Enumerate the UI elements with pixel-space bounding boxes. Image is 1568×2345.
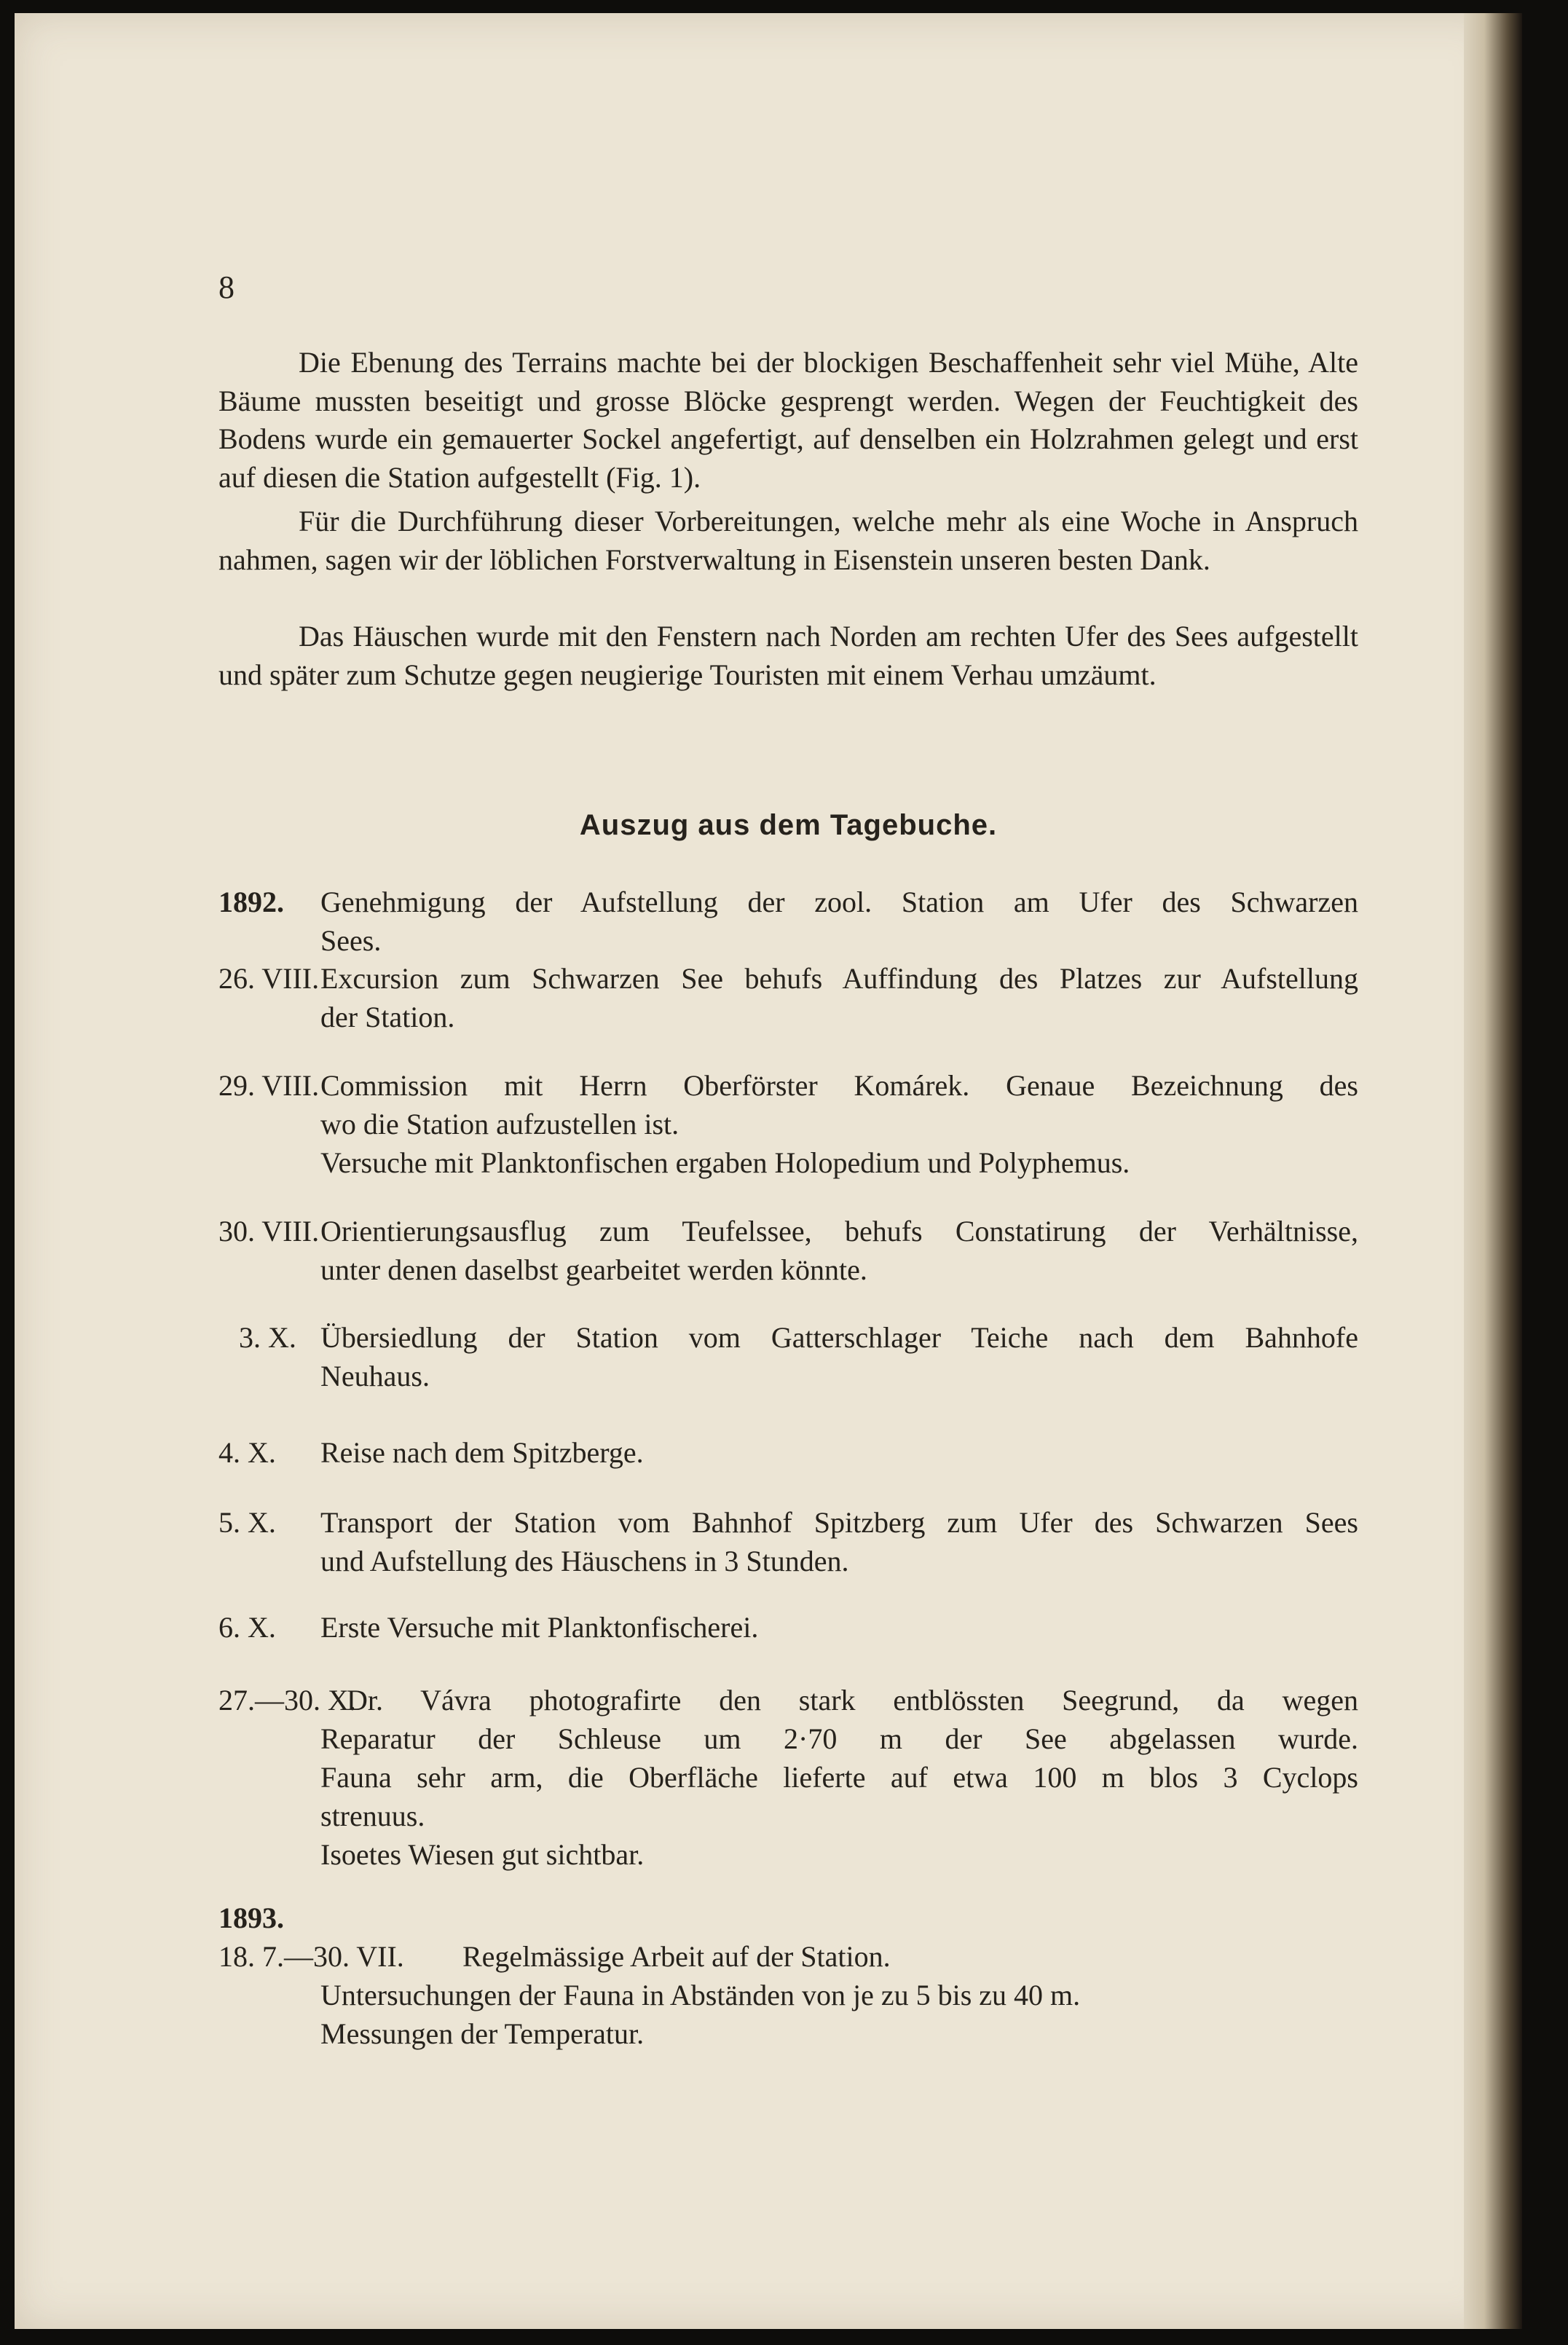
entry-line: Excursion zum Schwarzen See behufs Auffindung des Platzes zur Aufstellung [320,962,1358,995]
diary-entry [218,1212,1358,1289]
entry-line: Isoetes Wiesen gut sichtbar. [320,1838,645,1871]
paragraph-thanks: Für die Durchführung dieser Vorbereitungen, welche mehr als eine Woche in Anspruch nahmen, sagen wir der löblichen Forstverwaltung in Eisenstein unseren besten Dank. [218,505,1358,576]
book-gutter [1464,13,1522,2329]
entry-line: Reise nach dem Spitzberge. [320,1436,644,1469]
entry-line: Messungen der Temperatur. [320,2017,645,2050]
page-number: 8 [218,269,235,305]
entry-line: strenuus. [320,1800,425,1832]
diary-entry [218,1066,1358,1182]
entry-line: und Aufstellung des Häuschens in 3 Stunden. [320,1545,849,1577]
entry-date: 30. VIII. [218,1215,320,1248]
entry-line: Dr. Vávra photografirte den stark entblössten Seegrund, da wegen [347,1684,1358,1717]
entry-line: Untersuchungen der Fauna in Abständen von je zu 5 bis zu 40 m. [320,1979,1081,2011]
entry-date: 6. X. [218,1611,276,1644]
entry-date: 29. VIII. [218,1069,320,1102]
entry-line: Genehmigung der Aufstellung der zool. Station am Ufer des Schwarzen [320,886,1358,918]
entry-line: Fauna sehr arm, die Oberfläche lieferte auf etwa 100 m blos 3 Cyclops [320,1761,1358,1794]
section-heading: Auszug aus dem Tagebuche. [579,809,998,841]
diary-entry [218,1608,1358,1647]
entry-date: 4. X. [218,1436,276,1469]
paragraph-terrain: Die Ebenung des Terrains machte bei der blockigen Beschaffenheit sehr viel Mühe, Alte Bäume mussten beseitigt und grosse Blöcke gesprengt werden. Wegen der Feuchtigkeit des Bodens wurde ein gemauerter Sockel angefertigt, auf denselben ein Holzrahmen gelegt und erst auf diesen die Station aufgestellt (Fig. 1). [218,346,1358,494]
entry-line: Transport der Station vom Bahnhof Spitzberg zum Ufer des Schwarzen Sees [320,1506,1358,1539]
entry-date: 18. 7.—30. VII. [218,1940,404,1973]
diary-entry [218,1937,1358,2053]
entry-line: Sees. [320,924,382,957]
entry-line: Orientierungsausflug zum Teufelssee, behufs Constatirung der Verhältnisse, [320,1215,1358,1248]
diary-entry [218,883,1358,960]
entry-date: 5. X. [218,1506,276,1539]
diary-entry [218,1433,1358,1472]
entry-line: Neuhaus. [320,1360,430,1392]
entry-line: wo die Station aufzustellen ist. [320,1108,679,1140]
entry-line: der Station. [320,1001,455,1033]
entry-line: Übersiedlung der Station vom Gatterschlager Teiche nach dem Bahnhofe [320,1321,1358,1354]
entry-line: Erste Versuche mit Planktonfischerei. [320,1611,759,1644]
entry-date: 27.—30. X. [218,1684,356,1717]
year-heading-1893: 1893. [218,1901,284,1934]
entry-date: 3. X. [239,1321,296,1354]
entry-line: Versuche mit Planktonfischen ergaben Holopedium und Polyphemus. [320,1146,1130,1179]
entry-date: 26. VIII. [218,962,320,995]
entry-line: unter denen daselbst gearbeitet werden könnte. [320,1253,867,1286]
diary-entry [218,1318,1358,1395]
paragraph-haeuschen: Das Häuschen wurde mit den Fenstern nach Norden am rechten Ufer des Sees aufgestellt und später zum Schutze gegen neugierige Touristen mit einem Verhau umzäumt. [218,620,1358,691]
diary-entry [218,959,1358,1036]
entry-line: Reparatur der Schleuse um 2·70 m der See abgelassen wurde. [320,1722,1358,1755]
diary-entry [218,1681,1358,1874]
entry-line: Regelmässige Arbeit auf der Station. [462,1940,891,1973]
diary-entry [218,1503,1358,1580]
entry-date: 1892. [218,886,284,918]
entry-line: Commission mit Herrn Oberförster Komárek. Genaue Bezeichnung des [320,1069,1358,1102]
